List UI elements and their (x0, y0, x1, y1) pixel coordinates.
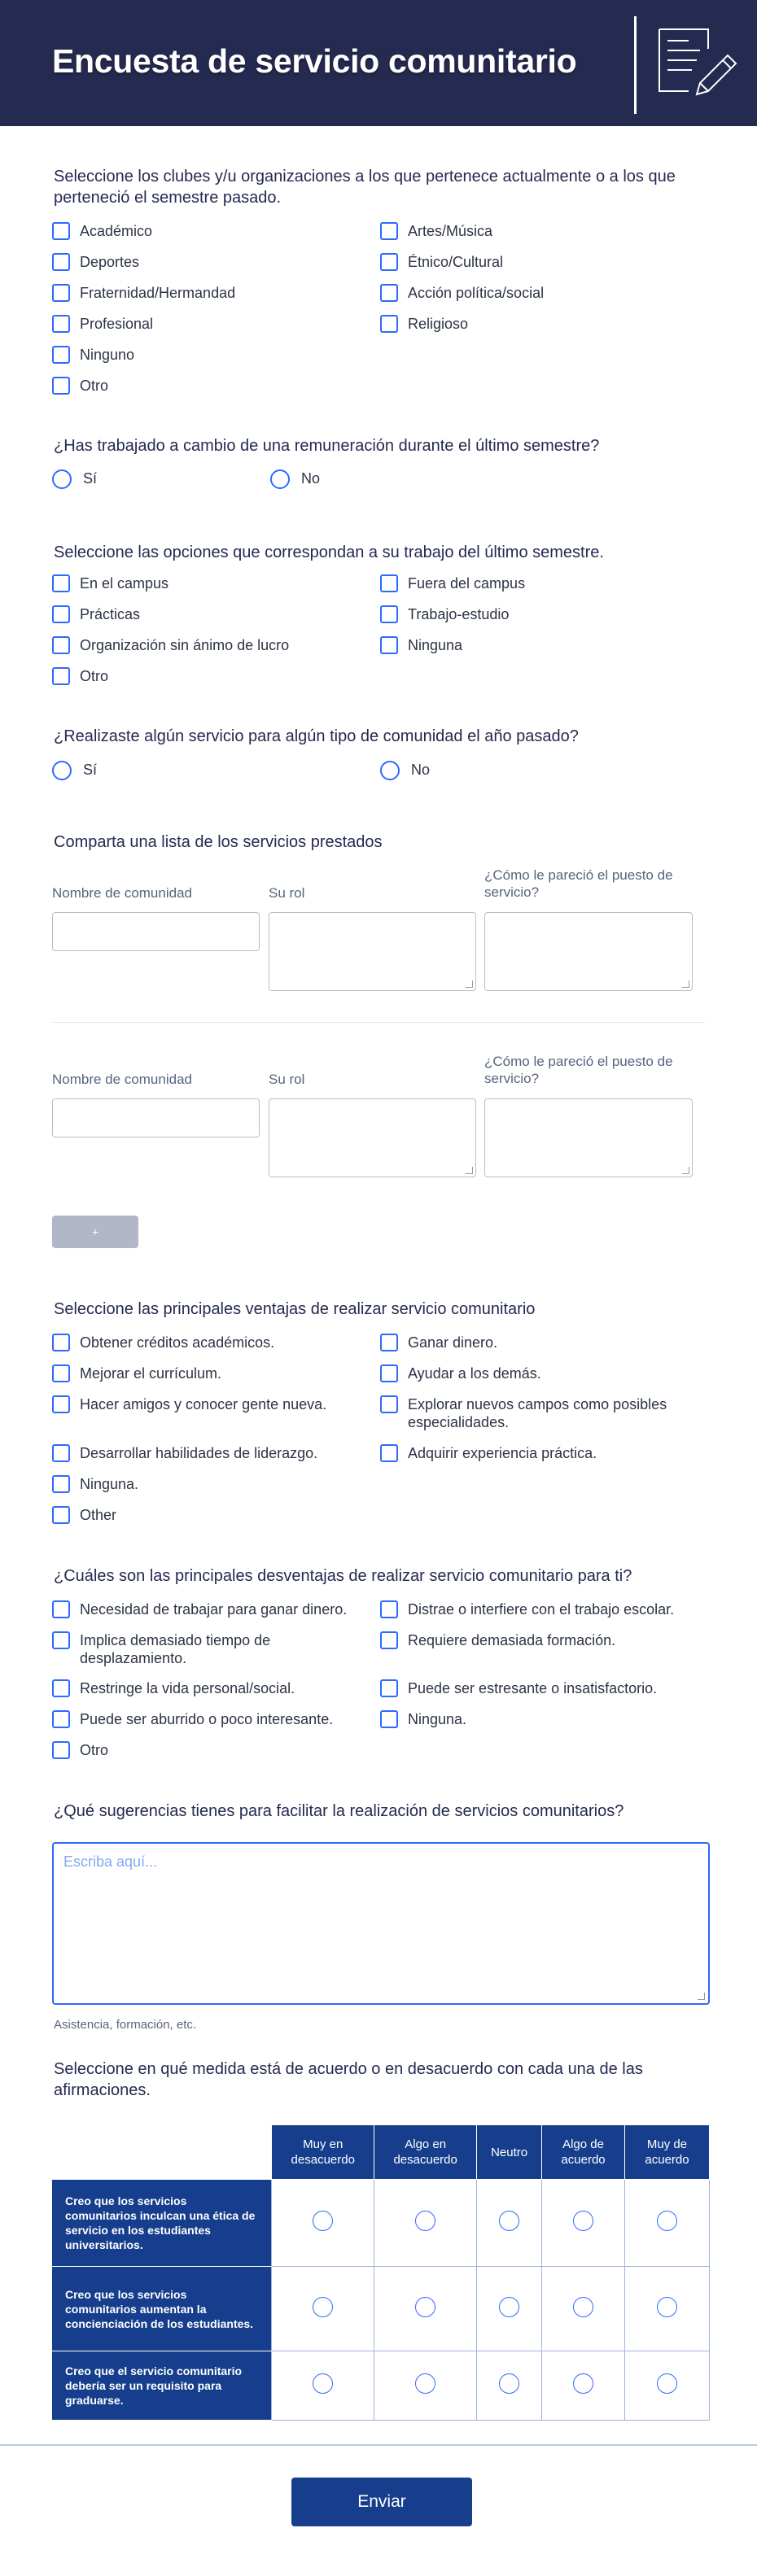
q4-label: ¿Realizaste algún servicio para algún tipo de comunidad el año pasado? (54, 727, 579, 745)
q1-option[interactable]: Otro (52, 377, 108, 395)
checkbox[interactable] (380, 222, 398, 240)
q7-option[interactable]: Otro (52, 1741, 108, 1759)
q1-option[interactable]: Religioso (380, 315, 468, 333)
matrix-row-label: Creo que el servicio comunitario debería ser un requisito para graduarse. (52, 2351, 272, 2421)
q4-option-no[interactable]: No (380, 761, 430, 780)
radio[interactable] (380, 761, 400, 780)
radio[interactable] (415, 2297, 435, 2317)
checkbox[interactable] (380, 1710, 398, 1728)
role-textarea[interactable] (269, 1098, 476, 1177)
q8-label: ¿Qué sugerencias tienes para facilitar la realización de servicios comunitarios? (54, 1802, 624, 1820)
checkbox[interactable] (52, 1334, 70, 1351)
checkbox[interactable] (52, 1679, 70, 1697)
radio[interactable] (499, 2211, 519, 2231)
radio[interactable] (52, 761, 72, 780)
checkbox[interactable] (380, 1334, 398, 1351)
matrix-cell[interactable] (477, 2180, 542, 2267)
q3-option[interactable]: Ninguna (380, 636, 462, 654)
q7-option[interactable]: Puede ser aburrido o poco interesante. (52, 1710, 333, 1728)
col-role: Su rol (269, 885, 305, 901)
checkbox[interactable] (52, 1395, 70, 1413)
q6-option[interactable]: Mejorar el currículum. (52, 1364, 221, 1382)
checkbox[interactable] (380, 1679, 398, 1697)
checkbox[interactable] (52, 1506, 70, 1524)
community-name-input[interactable] (52, 912, 260, 951)
q1-option[interactable]: Profesional (52, 315, 153, 333)
checkbox[interactable] (52, 1444, 70, 1462)
radio[interactable] (573, 2373, 593, 2394)
radio[interactable] (573, 2211, 593, 2231)
radio[interactable] (415, 2211, 435, 2231)
matrix-corner (52, 2125, 272, 2180)
checkbox[interactable] (52, 1364, 70, 1382)
q1-option[interactable]: Artes/Música (380, 222, 492, 240)
suggestions-placeholder: Escriba aquí... (63, 1853, 158, 1870)
checkbox[interactable] (52, 1631, 70, 1649)
q6-option[interactable]: Obtener créditos académicos. (52, 1334, 274, 1351)
q6-option[interactable]: Ninguna. (52, 1475, 138, 1493)
q2-label: ¿Has trabajado a cambio de una remuneración durante el último semestre? (54, 437, 600, 455)
checkbox[interactable] (52, 346, 70, 364)
checkbox[interactable] (52, 253, 70, 271)
matrix-cell[interactable] (542, 2267, 625, 2351)
suggestions-textarea[interactable] (52, 1842, 710, 2005)
checkbox[interactable] (52, 1710, 70, 1728)
footer-divider (0, 2444, 757, 2446)
col-role: Su rol (269, 1072, 305, 1087)
checkbox[interactable] (380, 253, 398, 271)
matrix-col-header: Neutro (477, 2125, 542, 2180)
matrix-col-header: Algo en desacuerdo (374, 2125, 477, 2180)
checkbox[interactable] (52, 574, 70, 592)
checkbox[interactable] (52, 636, 70, 654)
checkbox[interactable] (380, 605, 398, 623)
checkbox[interactable] (380, 636, 398, 654)
q1-option[interactable]: Étnico/Cultural (380, 253, 503, 271)
col-community-name: Nombre de comunidad (52, 885, 192, 901)
form-header (0, 0, 757, 126)
q1-option[interactable]: Académico (52, 222, 152, 240)
matrix-cell[interactable] (272, 2267, 374, 2351)
q7-option[interactable]: Necesidad de trabajar para ganar dinero. (52, 1600, 347, 1618)
checkbox[interactable] (52, 667, 70, 685)
q6-option[interactable]: Ganar dinero. (380, 1334, 497, 1351)
role-textarea[interactable] (269, 912, 476, 991)
q6-option[interactable]: Explorar nuevos campos como posibles especialidades. (380, 1395, 706, 1431)
checkbox[interactable] (52, 1741, 70, 1759)
checkbox[interactable] (52, 1475, 70, 1493)
q7-option[interactable]: Restringe la vida personal/social. (52, 1679, 295, 1697)
matrix-row-label: Creo que los servicios comunitarios inculcan una ética de servicio en los estudiantes universitarios. (52, 2180, 272, 2267)
q6-option[interactable]: Adquirir experiencia práctica. (380, 1444, 597, 1462)
radio[interactable] (573, 2297, 593, 2317)
col-opinion: ¿Cómo le pareció el puesto de servicio? (484, 867, 673, 900)
q6-option[interactable]: Hacer amigos y conocer gente nueva. (52, 1395, 326, 1413)
matrix-cell[interactable] (625, 2351, 710, 2421)
row-divider (52, 1022, 705, 1023)
q7-label: ¿Cuáles son las principales desventajas de realizar servicio comunitario para ti? (54, 1567, 632, 1585)
q2-option-no[interactable]: No (270, 469, 320, 489)
q3-option[interactable]: Organización sin ánimo de lucro (52, 636, 289, 654)
radio[interactable] (270, 469, 290, 489)
q6-option[interactable]: Other (52, 1506, 116, 1524)
q7-option[interactable]: Implica demasiado tiempo de desplazamiento. (52, 1631, 361, 1667)
checkbox[interactable] (380, 315, 398, 333)
q6-option[interactable]: Desarrollar habilidades de liderazgo. (52, 1444, 317, 1462)
matrix-cell[interactable] (374, 2351, 477, 2421)
q3-option[interactable]: Trabajo-estudio (380, 605, 509, 623)
radio[interactable] (499, 2297, 519, 2317)
radio[interactable] (657, 2211, 677, 2231)
radio[interactable] (313, 2297, 333, 2317)
q9-label: Seleccione en qué medida está de acuerdo o en desacuerdo con cada una de las afirmaciones. (54, 2060, 643, 2099)
opinion-textarea[interactable] (484, 912, 693, 991)
matrix-cell[interactable] (374, 2267, 477, 2351)
checkbox[interactable] (52, 1600, 70, 1618)
radio[interactable] (657, 2297, 677, 2317)
checkbox[interactable] (380, 1395, 398, 1413)
matrix-cell[interactable] (542, 2180, 625, 2267)
q3-label: Seleccione las opciones que correspondan a su trabajo del último semestre. (54, 544, 604, 561)
q3-option[interactable]: Prácticas (52, 605, 140, 623)
checkbox[interactable] (52, 605, 70, 623)
matrix-col-header: Algo de acuerdo (542, 2125, 625, 2180)
matrix-cell[interactable] (542, 2351, 625, 2421)
checkbox[interactable] (380, 1444, 398, 1462)
matrix-col-header: Muy en desacuerdo (272, 2125, 374, 2180)
q7-option[interactable]: Puede ser estresante o insatisfactorio. (380, 1679, 657, 1697)
matrix-cell[interactable] (374, 2180, 477, 2267)
suggestions-sublabel: Asistencia, formación, etc. (54, 2018, 197, 2032)
matrix-cell[interactable] (477, 2351, 542, 2421)
checkbox[interactable] (52, 315, 70, 333)
radio[interactable] (313, 2211, 333, 2231)
q7-option[interactable]: Requiere demasiada formación. (380, 1631, 615, 1649)
checkbox[interactable] (380, 574, 398, 592)
add-row-button[interactable]: + (52, 1216, 138, 1248)
q7-option[interactable]: Ninguna. (380, 1710, 466, 1728)
q1-label: Seleccione los clubes y/u organizaciones a los que pertenece actualmente o a los que perteneció el semestre pasado. (54, 168, 676, 207)
matrix-cell[interactable] (272, 2351, 374, 2421)
checkbox[interactable] (380, 1364, 398, 1382)
agreement-matrix (52, 2124, 710, 2421)
checkbox[interactable] (52, 284, 70, 302)
matrix-row (52, 2180, 710, 2267)
checkbox[interactable] (380, 284, 398, 302)
q1-option[interactable]: Deportes (52, 253, 139, 271)
q7-option[interactable]: Distrae o interfiere con el trabajo escolar. (380, 1600, 674, 1618)
q5-label: Comparta una lista de los servicios prestados (54, 833, 383, 851)
matrix-cell[interactable] (625, 2267, 710, 2351)
q2-option-yes[interactable]: Sí (52, 469, 97, 489)
checkbox[interactable] (380, 1600, 398, 1618)
matrix-header-row (52, 2125, 710, 2180)
submit-button[interactable]: Enviar (291, 2478, 472, 2526)
community-name-input[interactable] (52, 1098, 260, 1137)
matrix-cell[interactable] (477, 2267, 542, 2351)
q6-option[interactable]: Ayudar a los demás. (380, 1364, 541, 1382)
q3-option[interactable]: En el campus (52, 574, 168, 592)
radio[interactable] (657, 2373, 677, 2394)
document-pencil-icon (656, 26, 737, 101)
radio[interactable] (313, 2373, 333, 2394)
radio[interactable] (52, 469, 72, 489)
q4-option-yes[interactable]: Sí (52, 761, 97, 780)
q3-option[interactable]: Otro (52, 667, 108, 685)
matrix-row (52, 2267, 710, 2351)
q6-label: Seleccione las principales ventajas de realizar servicio comunitario (54, 1300, 536, 1318)
header-divider (634, 16, 637, 114)
radio[interactable] (499, 2373, 519, 2394)
col-community-name: Nombre de comunidad (52, 1072, 192, 1087)
radio[interactable] (415, 2373, 435, 2394)
q1-option[interactable]: Ninguno (52, 346, 134, 364)
checkbox[interactable] (380, 1631, 398, 1649)
q1-option[interactable]: Fraternidad/Hermandad (52, 284, 235, 302)
matrix-row-label: Creo que los servicios comunitarios aumentan la concienciación de los estudiantes. (52, 2267, 272, 2351)
opinion-textarea[interactable] (484, 1098, 693, 1177)
form-title: Encuesta de servicio comunitario (52, 42, 577, 80)
q1-option[interactable]: Acción política/social (380, 284, 544, 302)
checkbox[interactable] (52, 222, 70, 240)
matrix-cell[interactable] (625, 2180, 710, 2267)
matrix-row (52, 2351, 710, 2421)
matrix-col-header: Muy de acuerdo (625, 2125, 710, 2180)
col-opinion: ¿Cómo le pareció el puesto de servicio? (484, 1054, 673, 1086)
matrix-cell[interactable] (272, 2180, 374, 2267)
q3-option[interactable]: Fuera del campus (380, 574, 525, 592)
checkbox[interactable] (52, 377, 70, 395)
